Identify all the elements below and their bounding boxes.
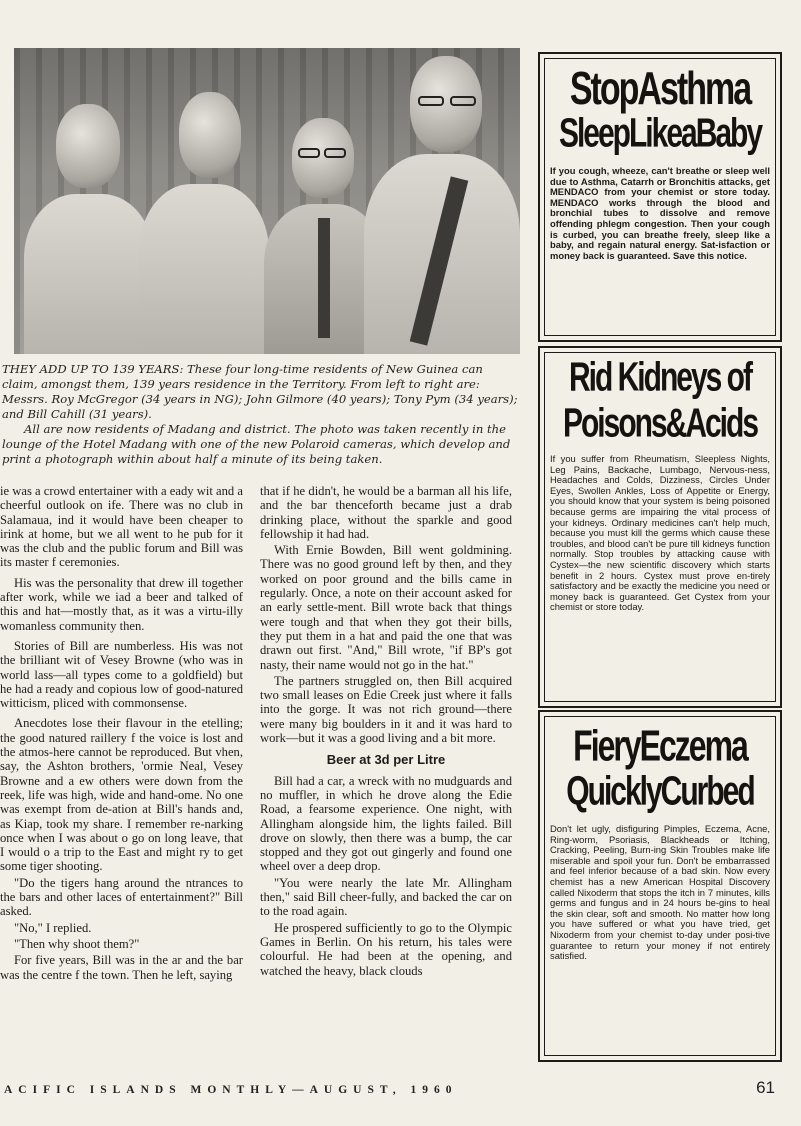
- ad-headline: StopAsthma: [569, 63, 751, 115]
- paragraph: "You were nearly the late Mr. Allingham then," said Bill cheer-fully, and backed the car on to the road again.: [260, 875, 512, 919]
- paragraph: "Do the tigers hang around the ntrances to the bars and other laces of entertainment?" Bill asked.: [0, 875, 243, 919]
- paragraph: He prospered sufficiently to go to the Olympic Games in Berlin. On his return, his tales were colourful. He had been at the opening, and watched the heavy, black clouds: [260, 920, 512, 978]
- article-column-2: [260, 484, 512, 978]
- advertisement-eczema: [538, 710, 782, 1062]
- advertisement-asthma: [538, 52, 782, 342]
- running-head: ACIFIC ISLANDS MONTHLY—AUGUST, 1960: [4, 1084, 458, 1096]
- section-subheading: Beer at 3d per Litre: [326, 752, 446, 768]
- paragraph: With Ernie Bowden, Bill went goldmining. There was no good ground left by then, and they worked on poor ground and the bills came in regularly. Once, a note on their account asked for an early settle-ment. Bill wrote back that things were tough and that when they got their bills, they put them in a hat and paid the one that was drawn out first. "And," Bill wrote, "if BP's got nasty, their name would not go in the hat.": [260, 543, 512, 672]
- paragraph: "No," I replied.: [14, 920, 92, 935]
- paragraph: Bill had a car, a wreck with no mudguards and no muffler, in which he drove along the Edie Road, a fearsome experience. One night, with Allingham alongside him, the lights failed. Bill drove on slowly, then there was a bump, the car stopped and they got out gingerly and found one wheel over a deep drop.: [260, 773, 512, 874]
- paragraph: "Then why shoot them?": [14, 936, 140, 951]
- ad-headline: Poisons&Acids: [562, 401, 758, 446]
- caption-lead: THEY ADD UP TO 139 YEARS: These four long-time residents of New Guinea can claim, amongst them, 139 years residence in the Territory. From left to right are: Messrs. Roy McGregor (34 years in NG); John Gilmore (40 years); Tony Pym (34 years); and Bill Cahill (31 years).: [2, 362, 518, 421]
- paragraph: ie was a crowd entertainer with a eady wit and a cheerful outlook on ife. There was no club in Salamaua, ind it would have been cheaper to irink at home, but we all went to he pub for it was the club and the public forum and Bill was its master f ceremonies.: [0, 484, 243, 570]
- ad-body: If you suffer from Rheumatism, Sleepless Nights, Leg Pains, Backache, Lumbago, Nervous-ness, Headaches and Colds, Dizziness, Circles Under Eyes, Swollen Ankles, Loss of Appetite or Energy, you should know that your system is being poisoned because germs are impairing the vital process of your kidneys. Ordinary medicines can't help much, because you must kill the germs which cause these troubles, and blood can't be pure till kidneys function normally. Stop troubles by attacking cause with Cystex—the new scientific discovery which starts benefit in 2 hours. Cystex must prove en-tirely satisfactory and be exactly the medicine you need or money back is guaranteed. Get Cystex from your chemist or store today.: [550, 453, 770, 613]
- paragraph: that if he didn't, he would be a barman all his life, and the bar thenceforth became just a drab drinking place, without the sparkle and good fellowship it had had.: [260, 484, 512, 541]
- paragraph: His was the personality that drew ill together after work, while we iad a beer and talked of this and hat—mostly that, as it was a virtu-illy womanless community then.: [0, 575, 243, 633]
- ad-headline: FieryEczema: [573, 721, 747, 770]
- ad-headline: Rid Kidneys of: [568, 355, 751, 400]
- paragraph: The partners struggled on, then Bill acquired two small leases on Edie Creek just where it falls into the gorge. It was not rich ground—there were many big boulders in it and it was hard to work—but it was a good living and a bit more.: [260, 673, 512, 746]
- paragraph: Anecdotes lose their flavour in the etelling; the good natured raillery f the voice is lost and the atmos-here cannot be reproduced. But vhen, say, the Ashton brothers, 'ormie Neal, Vesey Browne and a ew others were down from the reek, life was high, wide and hand-ome. No one was exempt from de-ation at Bill's hands and, as Kiap, took my share. I remember re-narking once when I was about o go on long leave, that I would o a trip to the East and might ry to get some tiger shooting.: [0, 716, 243, 874]
- ad-body: Don't let ugly, disfiguring Pimples, Eczema, Acne, Ring-worm, Psoriasis, Blackheads or Itching, Cracking, Peeling, Burn-ing Skin Troubles make life miserable and spoil your fun. Don't be embarrassed and feel inferior because of a bad skin. Now every chemist has a new American Hospital Discovery called Nixoderm that stops the itch in 7 minutes, kills germs and fungus and in 24 hours be-gins to heal the skin clear, soft and smooth. No matter how long you have suffered or what you have tried, get Nixoderm from your chemist to-day under posi-tive guarantee to return your money if not entirely satisfied.: [550, 823, 770, 962]
- paragraph: For five years, Bill was in the ar and the bar was the centre f the town. Then he left, saying: [0, 953, 243, 982]
- ad-headline: SleepLikeaBaby: [558, 111, 762, 156]
- ad-body: If you cough, wheeze, can't breathe or sleep well due to Asthma, Catarrh or Bronchitis attacks, get MENDACO from your chemist or store today. MENDACO works through the blood and bronchial tubes to dissolve and remove offending phlegm congestion. Then your cough is curbed, you can breathe freely, sleep like a baby, and regain natural energy. Sat-isfaction or money back is guaranteed. Save this notice.: [550, 165, 770, 261]
- group-photo: [14, 48, 520, 354]
- page-number: 61: [756, 1078, 775, 1097]
- paragraph: Stories of Bill are numberless. His was not the brilliant wit of Vesey Browne (who was in world lass—all types come to a goldfield) but he had a ready and copious low of good-natured witticism, pliced with commonsense.: [0, 638, 243, 711]
- article-column-1: [0, 484, 243, 982]
- photo-caption: [0, 362, 522, 467]
- page-footer: [0, 1078, 801, 1106]
- caption-second: All are now residents of Madang and district. The photo was taken recently in the lounge of the Hotel Madang with one of the new Polaroid cameras, which develop and print a photograph within about half a minute of its being taken.: [2, 422, 511, 466]
- advertisement-kidneys: [538, 346, 782, 708]
- ad-headline: QuicklyCurbed: [566, 769, 754, 814]
